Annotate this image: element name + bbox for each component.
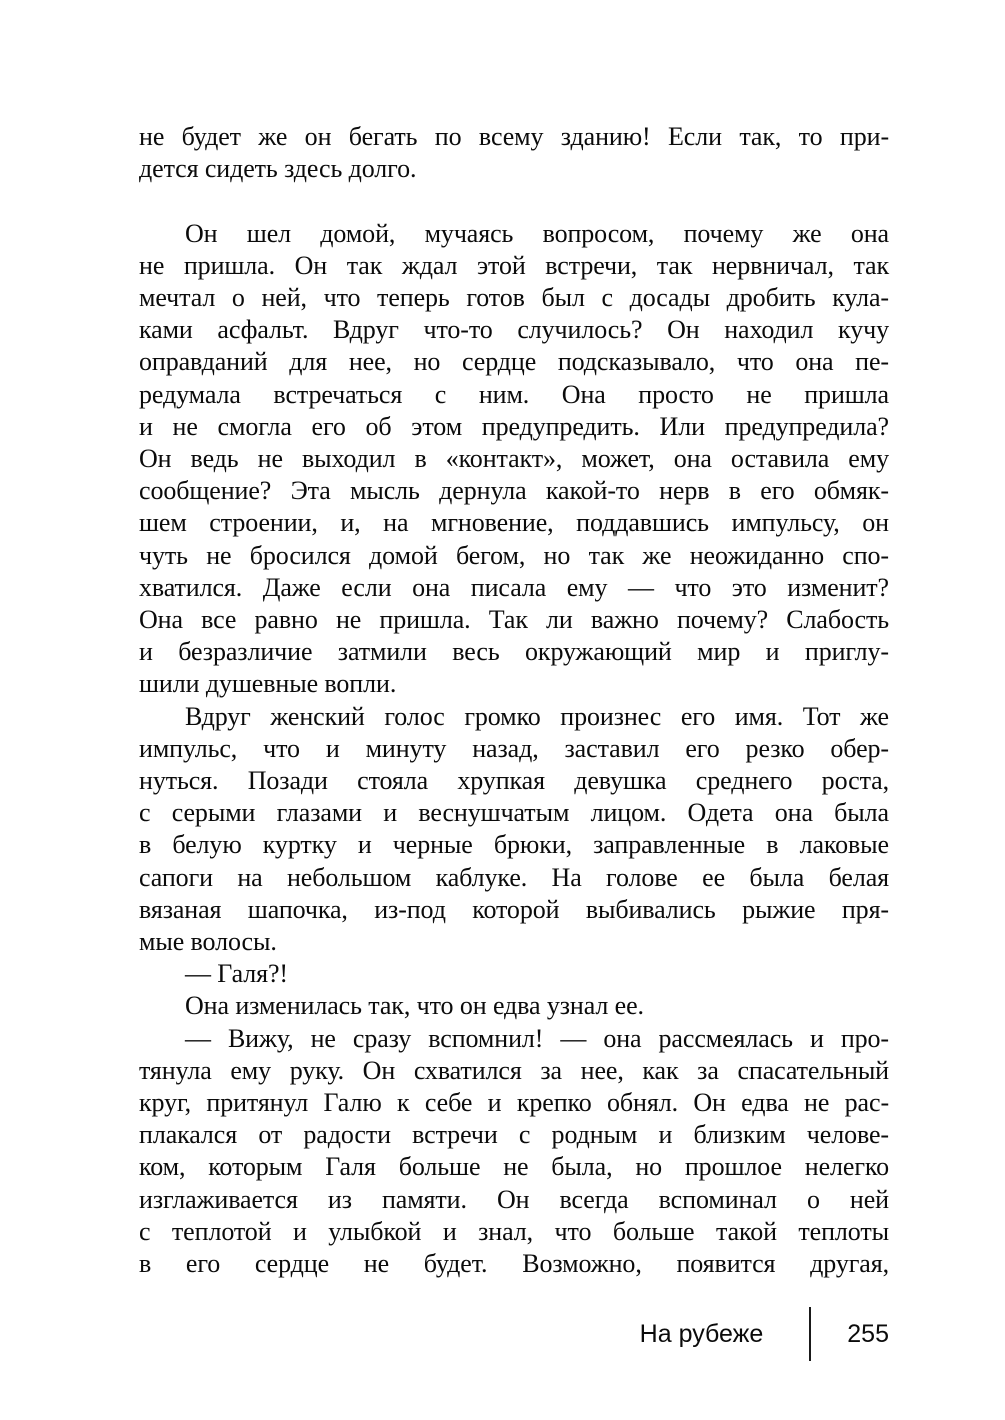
paragraph [139,990,889,1022]
text-line: вязаная шапочка, из-под которой выбивались рыжие пря- [139,894,889,924]
text-line: — Галя?! [185,959,288,989]
text-line: хватился. Даже если она писала ему — что это изменит? [139,572,889,602]
running-title: На рубеже [639,1319,764,1348]
text-line: не пришла. Он так ждал этой встречи, так нервничал, так [139,250,889,280]
text-line: Он ведь не выходил в «контакт», может, она оставила ему [139,444,889,474]
text-line: шили душевные вопли. [139,669,397,699]
text-line: импульс, что и минуту назад, заставил его резко обер- [139,733,889,763]
text-line: Она изменилась так, что он едва узнал ее. [185,991,644,1021]
paragraph [139,121,889,185]
text-line: с серыми глазами и веснушчатым лицом. Одета она была [139,798,889,828]
text-line: дется сидеть здесь долго. [139,154,417,184]
text-line: с теплотой и улыбкой и знал, что больше такой теплоты [139,1216,889,1246]
text-line: сообщение? Эта мысль дернула какой-то нерв в его обмяк- [139,476,889,506]
text-line: плакался от радости встречи с родным и близким челове- [139,1120,889,1150]
text-line: ком, которым Галя больше не была, но прошлое нелегко [139,1152,889,1182]
text-line: шем строении, и, на мгновение, поддавшись импульсу, он [139,508,889,538]
text-line: и не смогла его об этом предупредить. Или предупредила? [139,411,889,441]
text-line: Он шел домой, мучаясь вопросом, почему же она [185,218,889,248]
text-line: ками асфальт. Вдруг что-то случилось? Он находил кучу [139,315,889,345]
text-line: чуть не бросился домой бегом, но так же неожиданно спо- [139,540,889,570]
paragraph [139,218,889,701]
text-line: мые волосы. [139,927,277,957]
text-line: круг, притянул Галю к себе и крепко обнял. Он едва не рас- [139,1088,889,1118]
text-line: тянула ему руку. Он схватился за нее, как за спасательный [139,1055,889,1085]
text-line: в его сердце не будет. Возможно, появится другая, [139,1249,889,1279]
footer-divider [809,1307,811,1361]
text-line: сапоги на небольшом каблуке. На голове ее была белая [139,862,889,892]
text-line: и безразличие затмили весь окружающий мир и приглу- [139,637,889,667]
text-line: редумала встречаться с ним. Она просто не пришла [139,379,889,409]
page-text [139,121,889,1280]
paragraph [139,1023,889,1281]
text-line: Вдруг женский голос громко произнес его имя. Тот же [185,701,889,731]
text-line: Она все равно не пришла. Так ли важно почему? Слабость [139,605,889,635]
page-number: 255 [847,1319,889,1348]
paragraph [139,701,889,959]
text-line: нуться. Позади стояла хрупкая девушка среднего роста, [139,766,889,796]
page-footer [139,1306,889,1362]
text-line: изглаживается из памяти. Он всегда вспоминал о ней [139,1184,889,1214]
text-line: в белую куртку и черные брюки, заправленные в лаковые [139,830,889,860]
paragraph [139,958,889,990]
text-line: — Вижу, не сразу вспомнил! — она рассмеялась и про- [185,1023,889,1053]
text-line: оправданий для нее, но сердце подсказывало, что она пе- [139,347,889,377]
text-line: не будет же он бегать по всему зданию! Если так, то при- [139,122,889,151]
text-line: мечтал о ней, что теперь готов был с досады дробить кула- [139,283,889,312]
